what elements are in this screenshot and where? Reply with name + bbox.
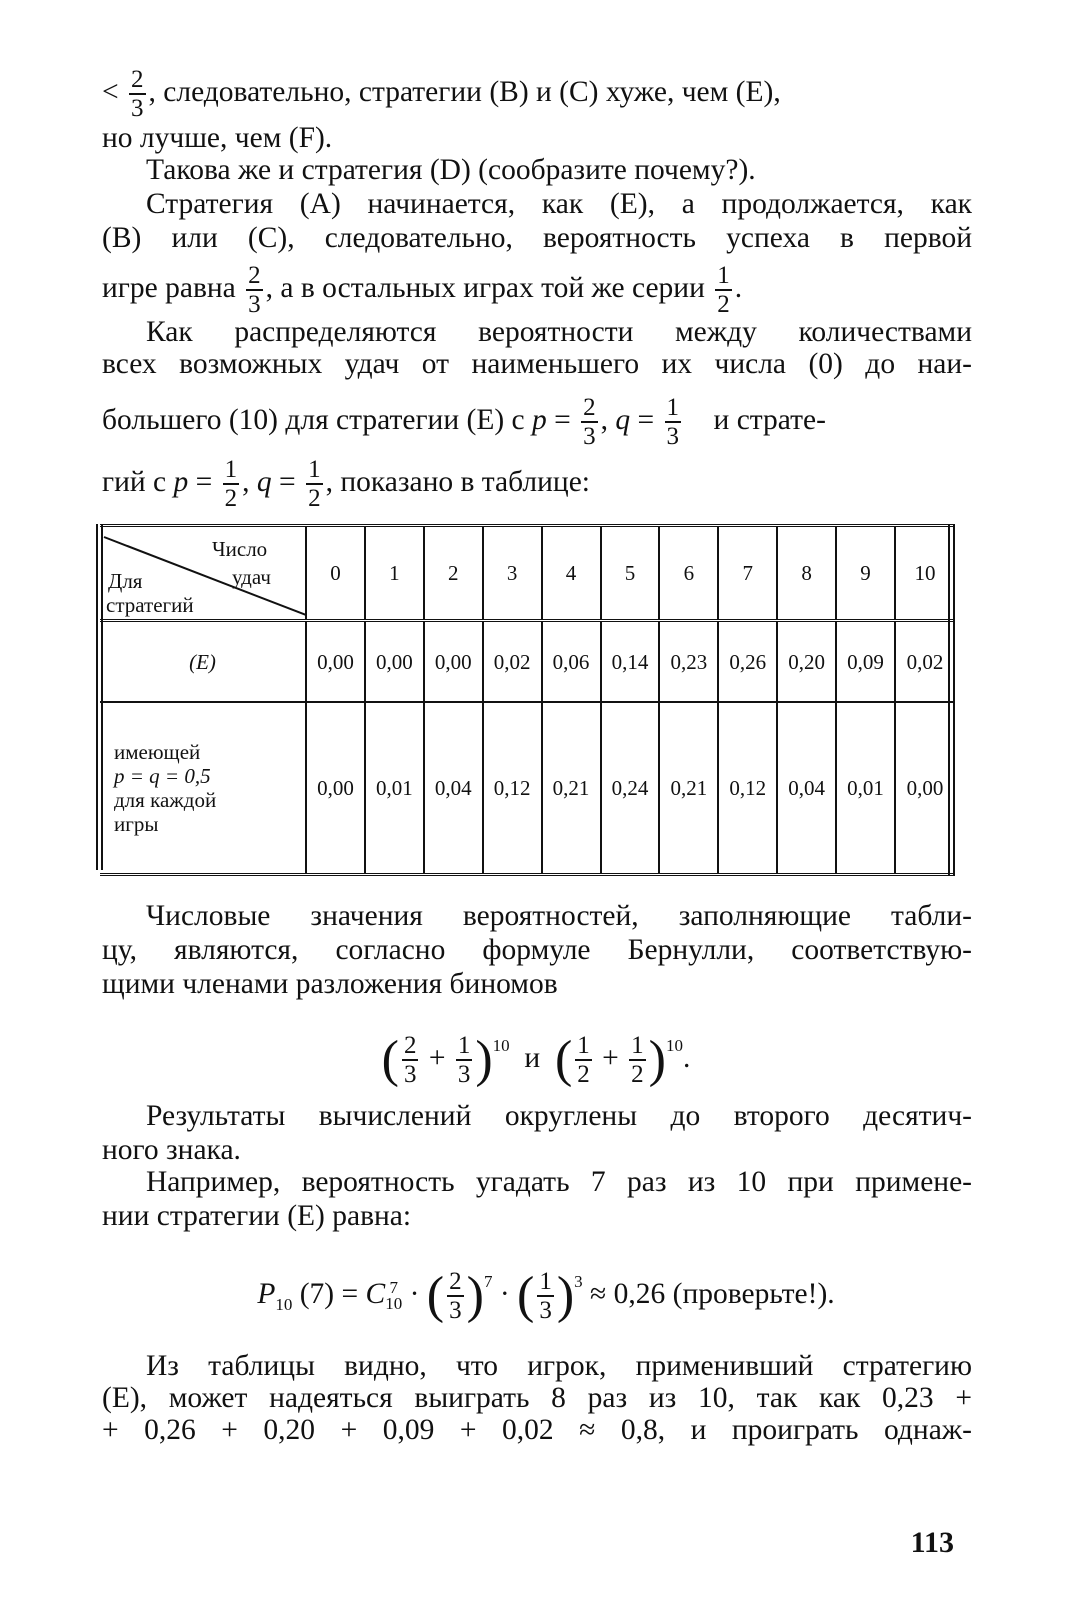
column-header: 7 — [718, 526, 777, 621]
table-cell: 0,20 — [777, 621, 836, 703]
text-span: . — [734, 271, 743, 304]
table-cell: 0,12 — [718, 702, 777, 875]
eq-sign: = — [637, 403, 655, 436]
column-header: 1 — [365, 526, 424, 621]
var-q: q — [615, 403, 631, 436]
text-line — [102, 66, 972, 122]
table-cell: 0,21 — [659, 702, 718, 875]
text-line: нии стратегии (Е) равна: — [102, 1200, 412, 1232]
var-p: p — [532, 403, 547, 436]
text-line: гий с p = $\frac{1}{2}$ , q = $\frac{1}{2}$ , показано в таблице: — [102, 456, 590, 512]
subscript: 10 — [275, 1295, 293, 1314]
table-cell: 0,24 — [601, 702, 660, 875]
text-span: (7) = — [299, 1278, 359, 1310]
paren: ) — [648, 1031, 666, 1089]
text-line: щими членами разложения биномов — [102, 968, 558, 1000]
table-cell: 0,00 — [424, 621, 483, 703]
table-header-row — [100, 526, 954, 621]
eq-sign: = — [195, 465, 213, 498]
binomial-formula: ( $\frac{2}{3}$ + $\frac{1}{3}$ )$^{10}$ и ( $\frac{1}{2}$ + $\frac{1}{2}$ )$^{10}$. — [381, 1031, 691, 1089]
text-span: , следовательно, стратегии (В) и (С) хуже, чем (Е), — [148, 75, 781, 108]
fraction-two-thirds: $\frac{2}{3}$ — [403, 1032, 417, 1089]
column-header: 5 — [601, 526, 660, 621]
less-than-sign: < — [102, 75, 119, 108]
eq-sign: = — [554, 403, 571, 436]
table-cell: 0,21 — [542, 702, 601, 875]
exponent: 10 — [666, 1036, 683, 1055]
table-cell: 0,00 — [306, 702, 365, 875]
header-success-label: удач — [232, 565, 271, 589]
column-header: 2 — [424, 526, 483, 621]
exponent: 3 — [574, 1272, 583, 1291]
text-line: Например, вероятность угадать 7 раз из 10 при примене- — [146, 1166, 972, 1198]
table-cell: 0,02 — [483, 621, 542, 703]
text-span: , а в остальных играх той же серии — [265, 271, 705, 304]
column-header: 9 — [836, 526, 895, 621]
table-row — [100, 621, 954, 703]
table-row — [100, 702, 954, 875]
table-cell: 0,02 — [895, 621, 954, 703]
row-label-half — [100, 702, 306, 875]
table-cell: 0,06 — [542, 621, 601, 703]
paren: ( — [381, 1031, 399, 1089]
text-line: Из таблицы видно, что игрок, применивший стратегию — [146, 1350, 972, 1382]
var-C: C — [365, 1278, 386, 1310]
column-header: 10 — [895, 526, 954, 621]
table-cell: 0,01 — [836, 702, 895, 875]
text-line: Числовые значения вероятностей, заполняющие табли- — [146, 900, 972, 932]
fraction-one-half: $\frac{1}{2}$ — [577, 1032, 590, 1089]
row-label-e: (E) — [100, 621, 306, 703]
text-line: Стратегия (А) начинается, как (Е), а продолжается, как — [146, 188, 972, 220]
text-line: Такова же и стратегия (D) (сообразите почему?). — [146, 154, 756, 186]
fraction-one-third: $\frac{1}{3}$ — [457, 1032, 471, 1089]
table-cell: 0,01 — [365, 702, 424, 875]
table-cell: 0,14 — [601, 621, 660, 703]
fraction-one-half: $\frac{1}{2}$ — [717, 262, 730, 318]
text-span: (проверьте!). — [672, 1278, 835, 1310]
c-indices: 7 10 — [385, 1278, 403, 1314]
column-header: 6 — [659, 526, 718, 621]
header-for-label: Для — [108, 569, 143, 593]
column-header: 8 — [777, 526, 836, 621]
text-span: , показано в таблице: — [325, 465, 590, 498]
fraction-two-thirds: $\frac{2}{3}$ — [583, 394, 596, 450]
text-line: (Е), может надеяться выиграть 8 раз из 10, так как 0,23 + — [102, 1382, 972, 1414]
fraction-one-half: $\frac{1}{2}$ — [308, 456, 321, 512]
table-cell: 0,23 — [659, 621, 718, 703]
dot-sign: · — [499, 1278, 510, 1310]
header-number-label: Число — [212, 537, 268, 561]
table-cell: 0,04 — [424, 702, 483, 875]
text-span: ≈ 0,26 — [590, 1278, 666, 1310]
paren: ( — [554, 1031, 573, 1089]
exponent: 10 — [492, 1036, 510, 1055]
text-line: цу, являются, согласно формуле Бернулли, соответствую- — [102, 934, 972, 966]
table-cell: 0,09 — [836, 621, 895, 703]
eq-sign: = — [279, 465, 296, 498]
paren: ) — [556, 1267, 575, 1325]
fraction-one-third: $\frac{1}{3}$ — [666, 394, 680, 450]
probability-table — [100, 524, 954, 876]
table-cell: 0,04 — [777, 702, 836, 875]
table-cell: 0,00 — [365, 621, 424, 703]
var-p: p — [173, 465, 189, 498]
text-line: Результаты вычислений округлены до второго десятич- — [146, 1100, 972, 1132]
fraction-two-thirds: $\frac{2}{3}$ — [449, 1268, 462, 1325]
column-header: 4 — [542, 526, 601, 621]
text-line: большего (10) для стратегии (Е) с p = $\frac{2}{3}$ , q = $\frac{1}{3}$ и страте- — [102, 394, 826, 450]
paren: ( — [517, 1267, 535, 1325]
fraction-two-thirds: $\frac{2}{3}$ — [131, 66, 144, 122]
text-line: + 0,26 + 0,20 + 0,09 + 0,02 ≈ 0,8, и проиграть однаж- — [102, 1414, 972, 1446]
paren: ( — [426, 1267, 445, 1325]
column-header: 3 — [483, 526, 542, 621]
exponent: 7 — [483, 1272, 493, 1291]
text-line: Как распределяются вероятности между количествами — [146, 316, 972, 348]
text-span: большего (10) для стратегии (Е) с — [102, 403, 525, 436]
bernoulli-formula — [20, 1264, 1072, 1324]
var-q: q — [256, 465, 272, 498]
row-label-line: p = q = 0,5 — [114, 764, 211, 788]
table-corner-cell — [100, 526, 306, 621]
page-number: 113 — [910, 1526, 954, 1559]
text-span: и страте- — [713, 403, 826, 436]
paren: ) — [466, 1267, 484, 1325]
text-line — [102, 262, 972, 318]
text-line: но лучше, чем (F). — [102, 122, 333, 154]
table-cell: 0,26 — [718, 621, 777, 703]
text-line: всех возможных удач от наименьшего их числа (0) до наи- — [102, 348, 972, 380]
text-span: и — [524, 1042, 541, 1074]
fraction-one-third: $\frac{1}{3}$ — [539, 1268, 552, 1325]
header-strategy-label: стратегий — [106, 593, 194, 617]
paren: ) — [475, 1031, 493, 1089]
fraction-two-thirds: $\frac{2}{3}$ — [248, 262, 261, 318]
table-cell: 0,00 — [895, 702, 954, 875]
row-label-line: игры — [114, 812, 159, 836]
text-span: игре равна — [102, 271, 236, 304]
fraction-one-half: $\frac{1}{2}$ — [224, 456, 238, 512]
fraction-one-half: $\frac{1}{2}$ — [631, 1032, 644, 1089]
dot-sign: · — [409, 1278, 420, 1310]
var-P: P — [257, 1278, 276, 1310]
table-cell: 0,00 — [306, 621, 365, 703]
text-line: (В) или (С), следовательно, вероятность успеха в первой — [102, 222, 972, 254]
text-span: гий с — [102, 465, 167, 498]
table-cell: 0,12 — [483, 702, 542, 875]
row-label-line: имеющей — [114, 740, 201, 764]
row-label-line: для каждой — [114, 788, 217, 812]
text-line: ного знака. — [102, 1134, 241, 1166]
column-header: 0 — [306, 526, 365, 621]
